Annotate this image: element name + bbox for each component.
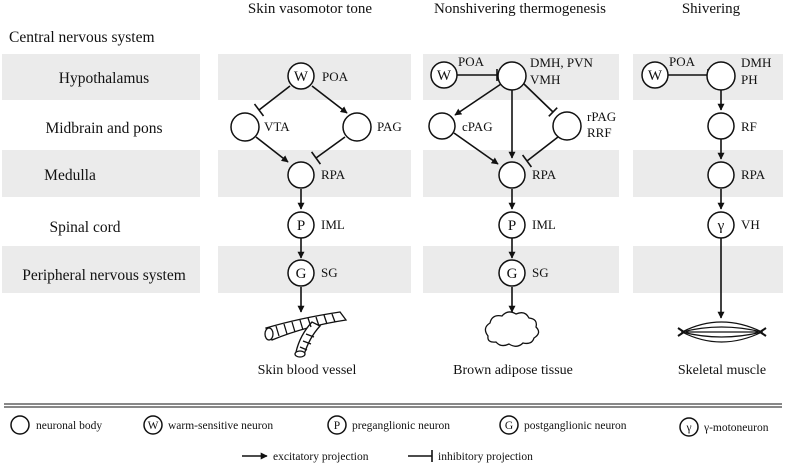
skin-vasomotor-pathway: [231, 63, 402, 378]
legend-label-neuronal-body: neuronal body: [36, 420, 103, 432]
node-label-poa: POA: [322, 69, 349, 84]
node-label-vh: VH: [741, 217, 760, 232]
band-medulla: [2, 150, 200, 197]
neuronal-body: [553, 112, 581, 140]
neuronal-body: [498, 62, 526, 90]
node-label-rpag: rPAG: [587, 109, 617, 124]
brown-adipose-tissue-illustration: [485, 312, 538, 346]
legend-label-warm-sensitive: warm-sensitive neuron: [168, 420, 274, 432]
node-label-poa: POA: [669, 54, 696, 69]
node-label-vta: VTA: [264, 119, 290, 134]
node-label-rpa: RPA: [532, 167, 557, 182]
effector-label-skin: Skin blood vessel: [257, 363, 357, 378]
node-label-rpa: RPA: [321, 167, 346, 182]
node-letter: G: [295, 266, 307, 282]
row-label-pns: Peripheral nervous system: [22, 267, 186, 284]
legend-letter: γ: [686, 422, 692, 434]
node-label-iml: IML: [532, 217, 556, 232]
row-bands: [2, 54, 783, 293]
legend-label-excitatory: excitatory projection: [273, 451, 369, 463]
legend-label-inhibitory: inhibitory projection: [438, 451, 533, 463]
legend-letter: G: [504, 420, 514, 432]
node-letter: W: [647, 68, 663, 84]
legend-neuronal-body-icon: [11, 416, 29, 434]
row-label-hypothalamus: Hypothalamus: [58, 70, 150, 87]
legend: [11, 416, 769, 463]
node-label-rrf: RRF: [587, 125, 612, 140]
node-letter: G: [506, 266, 518, 282]
neuronal-body: [708, 162, 734, 188]
shivering-pathway: [642, 54, 771, 378]
node-label-poa: POA: [458, 54, 485, 69]
neuronal-body: [288, 162, 314, 188]
legend-letter: W: [147, 420, 159, 432]
node-label-dmh-pvn: DMH, PVN: [530, 55, 593, 70]
row-label-cns: Central nervous system: [9, 29, 155, 46]
column-header-skin: Skin vasomotor tone: [247, 1, 373, 17]
effector-label-muscle: Skeletal muscle: [677, 363, 767, 378]
row-label-spinal-cord: Spinal cord: [49, 219, 121, 236]
node-letter: γ: [717, 218, 725, 234]
row-label-medulla: Medulla: [44, 167, 96, 184]
neuronal-body: [343, 113, 371, 141]
node-letter: P: [296, 218, 306, 234]
node-label-dmh: DMH: [741, 55, 772, 70]
node-label-vmh: VMH: [530, 72, 561, 87]
column-header-shivering: Shivering: [681, 1, 741, 17]
legend-label-gamma-motoneuron: γ-motoneuron: [704, 422, 769, 434]
node-label-sg: SG: [321, 265, 338, 280]
band-pns: [218, 246, 411, 293]
legend-label-postganglionic: postganglionic neuron: [524, 420, 627, 432]
node-label-cpag: cPAG: [462, 119, 493, 134]
legend-label-preganglionic: preganglionic neuron: [352, 420, 451, 432]
column-header-nonshivering: Nonshivering thermogenesis: [433, 1, 607, 17]
node-label-rpa: RPA: [741, 167, 766, 182]
row-label-midbrain-pons: Midbrain and pons: [45, 120, 163, 137]
skin-blood-vessel-illustration: [265, 312, 346, 357]
node-letter: W: [293, 69, 309, 85]
neuronal-body: [231, 113, 259, 141]
node-label-ph: PH: [741, 72, 758, 87]
node-letter: W: [436, 68, 452, 84]
skeletal-muscle-illustration: [678, 322, 766, 342]
neuronal-body: [429, 113, 455, 139]
neuronal-body: [707, 62, 735, 90]
node-label-pag: PAG: [377, 119, 402, 134]
neuronal-body: [499, 162, 525, 188]
nonshivering-pathway: [429, 54, 616, 378]
node-label-rf: RF: [741, 119, 757, 134]
band-pns: [633, 246, 783, 293]
effector-label-bat: Brown adipose tissue: [453, 363, 573, 378]
legend-letter: P: [333, 420, 341, 432]
node-letter: P: [507, 218, 517, 234]
neuronal-body: [708, 113, 734, 139]
inhibitor-bar: [255, 104, 264, 116]
node-label-iml: IML: [321, 217, 345, 232]
node-label-sg: SG: [532, 265, 549, 280]
